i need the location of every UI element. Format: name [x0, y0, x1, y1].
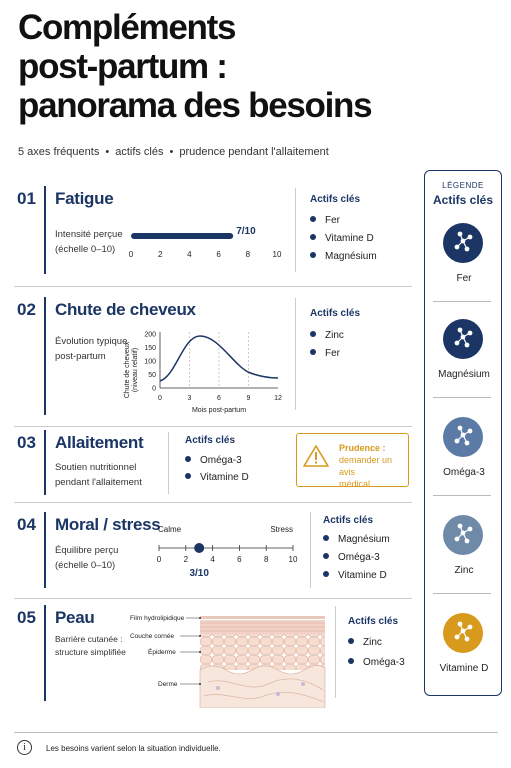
actif-item: Magnésium — [323, 534, 390, 545]
section-number: 02 — [17, 300, 36, 319]
molecule-icon — [443, 515, 483, 555]
x-tick-label: 12 — [274, 395, 282, 402]
desc-line: (échelle 0–10) — [55, 560, 116, 571]
fatigue-scale — [125, 222, 290, 262]
legend-label: Magnésium — [438, 369, 490, 380]
x-ticks — [158, 395, 282, 402]
column-divider — [295, 188, 296, 272]
actif-item: Oméga-3 — [185, 455, 242, 466]
section-title: Fatigue — [55, 189, 114, 208]
actif-item: Magnésium — [310, 251, 377, 262]
legend-header: LÉGENDE — [442, 181, 484, 190]
molecule-icon — [443, 613, 483, 653]
caution-line: médical — [339, 479, 371, 489]
subtitle-separator: • — [105, 146, 110, 158]
title-line: panorama des besoins — [18, 86, 372, 125]
section-divider — [14, 286, 412, 287]
column-divider — [335, 606, 336, 698]
footer-divider — [14, 732, 498, 733]
tick-label: 0 — [128, 250, 134, 259]
y-tick-label: 200 — [144, 331, 156, 339]
hair-loss-curve — [160, 336, 278, 381]
caution-box — [296, 433, 409, 487]
desc-line: pendant l'allaitement — [55, 477, 142, 488]
molecule-icon — [443, 223, 483, 263]
fatigue-bar — [131, 233, 233, 239]
y-axis-label: Chute de cheveux — [124, 341, 131, 399]
tick-label: 0 — [156, 555, 162, 564]
desc-line: (échelle 0–10) — [55, 244, 116, 255]
actifs-title: Actifs clés — [185, 435, 236, 446]
section-description — [55, 460, 142, 490]
hair-loss-chart — [118, 326, 290, 418]
subtitle — [18, 146, 329, 158]
desc-line: Intensité perçue — [55, 229, 123, 240]
stress-label: Stress — [270, 525, 293, 534]
actif-item: Zinc — [310, 330, 344, 341]
desc-line: Équilibre perçu — [55, 545, 119, 556]
desc-line: Évolution typique — [55, 336, 128, 347]
tick-label: 10 — [272, 250, 282, 259]
calm-label: Calme — [158, 525, 182, 534]
subtitle-separator: • — [169, 146, 174, 158]
x-tick-label: 0 — [158, 395, 162, 402]
actifs-title: Actifs clés — [323, 515, 374, 526]
y-tick-label: 0 — [152, 385, 156, 393]
y-tick-label: 100 — [144, 358, 156, 366]
desc-line: Barrière cutanée : — [55, 634, 123, 644]
section-description — [55, 633, 126, 659]
section-number: 03 — [17, 433, 36, 452]
section-title: Allaitement — [55, 433, 144, 452]
section-accent-bar — [44, 605, 46, 701]
tick-label: 10 — [288, 555, 298, 564]
tick-label: 8 — [263, 555, 269, 564]
section-title: Moral / stress — [55, 515, 161, 534]
page-title — [18, 8, 418, 125]
legend-divider — [433, 301, 491, 302]
tick-label: 2 — [183, 555, 189, 564]
y-tick-label: 50 — [148, 372, 156, 379]
molecule-icon — [443, 417, 483, 457]
legend-label: Zinc — [454, 565, 474, 576]
legend-divider — [433, 495, 491, 496]
y-tick-label: 150 — [144, 345, 156, 352]
section-number: 01 — [17, 189, 36, 208]
gridlines — [190, 332, 249, 388]
section-number: 04 — [17, 515, 36, 534]
actif-item: Vitamine D — [310, 233, 374, 244]
layer-label: Film hydrolipidique — [130, 615, 185, 622]
section-accent-bar — [44, 512, 46, 588]
x-tick-label: 6 — [217, 395, 221, 402]
section-accent-bar — [44, 430, 46, 495]
caution-line: Prudence : — [339, 443, 386, 453]
actifs-title: Actifs clés — [310, 194, 361, 205]
fatigue-ticks — [129, 250, 282, 259]
subtitle-item: prudence pendant l'allaitement — [179, 146, 329, 158]
tick-label: 4 — [187, 250, 192, 259]
y-ticks — [144, 332, 156, 393]
section-accent-bar — [44, 297, 46, 415]
mood-marker — [194, 543, 204, 553]
layer-label: Derme — [158, 681, 178, 688]
molecule-icon — [443, 319, 483, 359]
section-description — [55, 227, 123, 257]
layer-label: Couche cornée — [130, 633, 175, 640]
actif-item: Zinc — [348, 637, 382, 648]
section-divider — [14, 426, 412, 427]
desc-line: Soutien nutritionnel — [55, 462, 137, 473]
section-number: 05 — [17, 608, 36, 627]
actifs-title: Actifs clés — [310, 308, 361, 319]
title-line: Compléments — [18, 8, 236, 47]
desc-line: post-partum — [55, 351, 106, 362]
mood-value-label: 3/10 — [189, 568, 209, 579]
x-tick-label: 3 — [187, 395, 192, 402]
y-axis-label: (niveau relatif) — [132, 347, 139, 393]
legend-title: Actifs clés — [432, 193, 494, 207]
actif-item: Fer — [310, 348, 340, 359]
desc-line: structure simplifiée — [55, 647, 126, 657]
actif-item: Oméga-3 — [348, 657, 405, 668]
tick-label: 6 — [237, 555, 242, 564]
footer-note: Les besoins varient selon la situation individuelle. — [46, 744, 221, 753]
fatigue-value-label: 7/10 — [236, 226, 256, 237]
x-axis-label: Mois post-partum — [191, 407, 247, 414]
tick-label: 2 — [157, 250, 163, 259]
tick-label: 4 — [210, 555, 215, 564]
subtitle-item: 5 axes fréquents — [18, 146, 100, 158]
legend-panel — [424, 170, 502, 696]
hydrolipid-film-layer — [200, 616, 325, 619]
legend-divider — [433, 593, 491, 594]
legend-divider — [433, 397, 491, 398]
epidermis-layer — [200, 634, 325, 670]
section-title: Chute de cheveux — [55, 300, 196, 319]
subtitle-item: actifs clés — [115, 146, 164, 158]
tick-label: 8 — [245, 250, 251, 259]
title-line: post-partum : — [18, 47, 227, 86]
legend-label: Vitamine D — [439, 663, 489, 674]
x-tick-label: 9 — [246, 395, 251, 402]
actifs-title: Actifs clés — [348, 616, 399, 627]
section-accent-bar — [44, 186, 46, 274]
caution-text — [339, 442, 408, 490]
skin-layers-diagram — [128, 610, 328, 708]
column-divider — [310, 512, 311, 588]
tick-label: 6 — [216, 250, 221, 259]
section-divider — [14, 598, 412, 599]
legend-label: Oméga-3 — [443, 467, 485, 478]
actif-item: Vitamine D — [323, 570, 387, 581]
actif-item: Fer — [310, 215, 340, 226]
section-divider — [14, 502, 412, 503]
column-divider — [168, 432, 169, 494]
info-icon: i — [17, 740, 32, 755]
section-title: Peau — [55, 608, 95, 627]
mood-scale — [150, 520, 300, 580]
section-description — [55, 334, 127, 364]
legend-label: Fer — [456, 273, 472, 284]
layer-label: Épiderme — [148, 649, 176, 656]
column-divider — [295, 298, 296, 410]
actif-item: Oméga-3 — [323, 552, 380, 563]
caution-line: demander un avis — [339, 455, 393, 477]
section-description — [55, 543, 118, 573]
actif-item: Vitamine D — [185, 472, 249, 483]
warning-icon — [303, 444, 329, 468]
